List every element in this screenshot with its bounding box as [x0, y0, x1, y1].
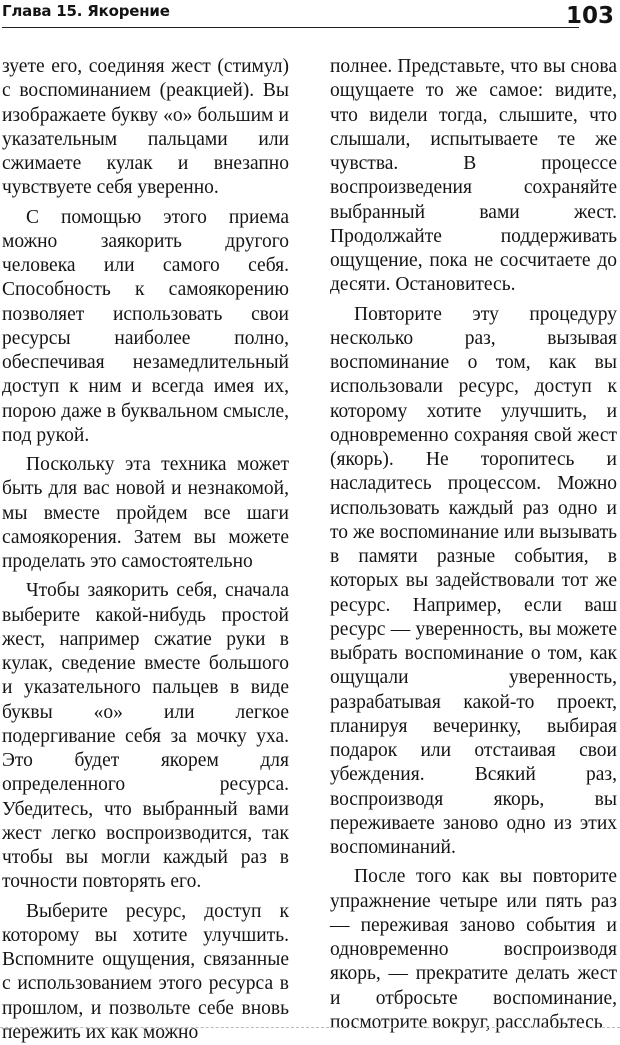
running-header	[0, 0, 620, 40]
left-paragraph-1: зуете его, соединяя жест (стимул) с воспоминанием (реакцией). Вы изображаете букву «о» большим и указательным пальцами или сжимаете кулак и внезапно чувствуете себя уверенно.	[2, 55, 289, 201]
header-rule	[2, 27, 579, 28]
chapter-title: Глава 15. Якорение	[2, 2, 170, 20]
right-paragraph-2: Повторите эту процедуру несколько раз, вызывая воспоминание о том, как вы использовали ресурс, доступ к которому хотите улучшить, и одновременно сохраняя свой жест (якорь). Не торопитесь и насладитесь процессом. Можно использовать каждый раз одно и то же воспоминание или вызывать в памяти разные события, в которых вы задействовали тот же ресурс. Например, если ваш ресурс — уверенность, вы можете выбрать воспоминание о том, как ощущали уверенность, разрабатывая какой-то проект, планируя вечеринку, выбирая подарок или отстаивая свои убеждения. Всякий раз, воспроизводя якорь, вы переживаете заново одно из этих воспоминаний.	[330, 303, 617, 861]
left-paragraph-2: С помощью этого приема можно заякорить другого человека или самого себя. Способность к самоякорению позволяет использовать свои ресурсы наиболее полно, обеспечивая незамедлительный доступ к ним и всегда имея их, порою даже в буквальном смысле, под рукой.	[2, 206, 289, 449]
left-paragraph-4: Чтобы заякорить себя, сначала выберите какой-нибудь простой жест, например сжатие руки в кулак, сведение вместе большого и указательного пальцев в виде буквы «о» или легкое подергивание себя за мочку уха. Это будет якорем для определенного ресурса. Убедитесь, что выбранный вами жест легко воспроизводится, так чтобы вы могли каждый раз в точности повторять его.	[2, 579, 289, 894]
right-paragraph-3: После того как вы повторите упражнение четыре или пять раз — переживая заново события и одновременно воспроизводя якорь, — прекратите делать жест и отбросьте воспоминание, посмотрите вокруг, расслабьтесь	[330, 865, 617, 1035]
left-paragraph-5: Выберите ресурс, доступ к которому вы хотите улучшить. Вспомните ощущения, связанные с использованием этого ресурса в прошлом, и позвольте себе вновь пережить их как можно	[2, 900, 289, 1045]
left-column	[2, 55, 289, 1045]
page-bottom-edge	[0, 1027, 620, 1028]
page-number: 103	[566, 3, 614, 29]
right-paragraph-1: полнее. Представьте, что вы снова ощущаете то же самое: видите, что видели тогда, слышите, что слышали, испытываете те же чувства. В процессе воспроизведения сохраняйте выбранный вами жест. Продолжайте поддерживать ощущение, пока не сосчитаете до десяти. Остановитесь.	[330, 55, 617, 298]
right-column	[330, 55, 617, 1035]
left-paragraph-3: Поскольку эта техника может быть для вас новой и незнакомой, мы вместе пройдем все шаги самоякорения. Затем вы можете проделать это самостоятельно	[2, 453, 289, 574]
